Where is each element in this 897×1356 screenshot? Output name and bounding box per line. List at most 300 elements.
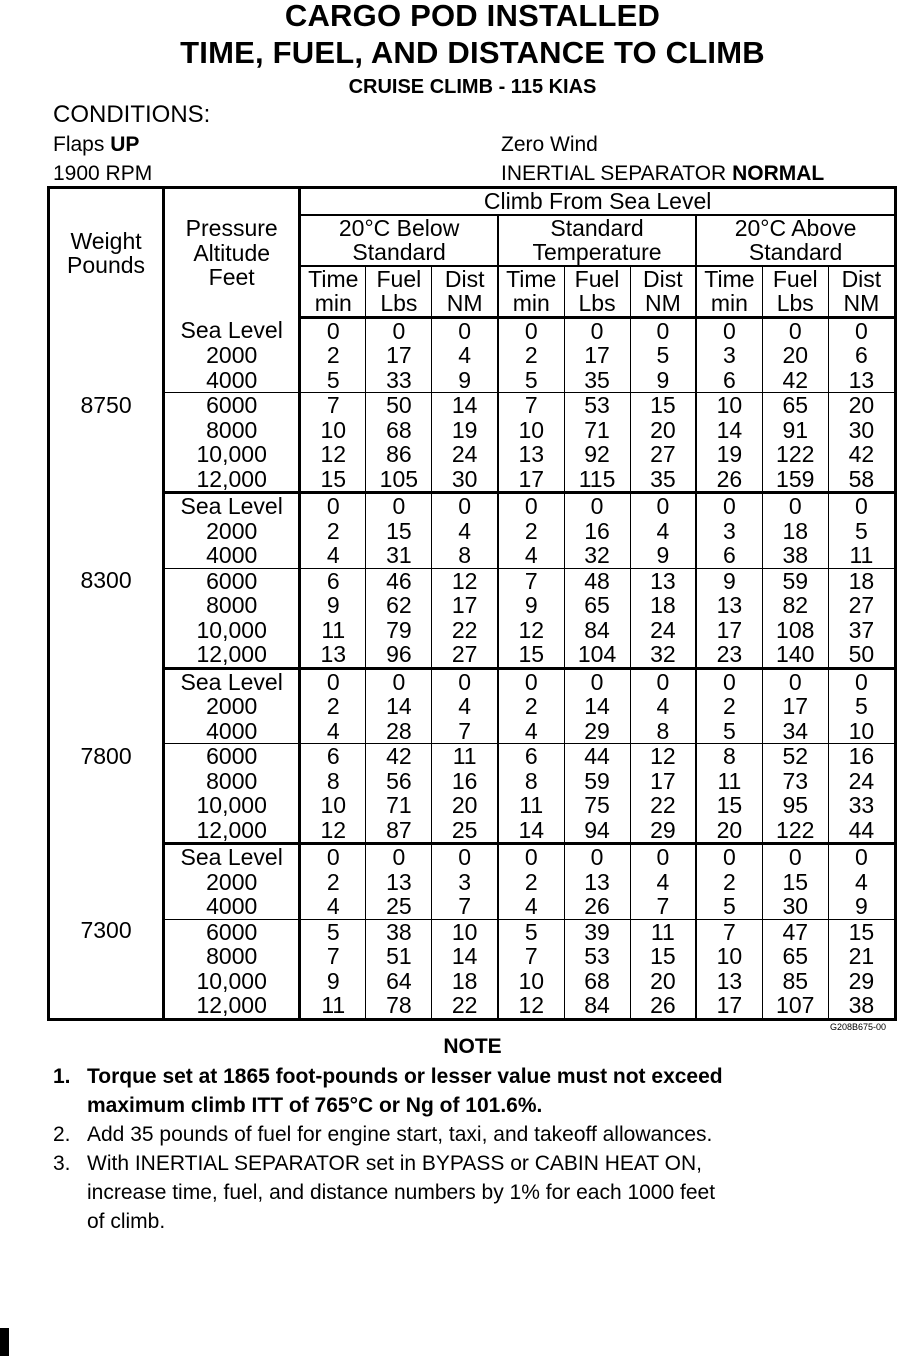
note-number: 3. <box>53 1152 71 1175</box>
value-cell: 5 <box>854 517 868 544</box>
value-cell: 17 <box>564 343 630 368</box>
sub-header-dist: NM <box>630 291 696 317</box>
value-cell: 7 <box>630 894 696 919</box>
note-text-line: increase time, fuel, and distance numbers by 1% for each 1000 feet <box>87 1181 716 1204</box>
value-cell: 5 <box>854 693 868 719</box>
table-row <box>49 393 896 418</box>
climb-from-sea-level-header: Climb From Sea Level <box>300 188 896 215</box>
value-cell: 79 <box>366 618 432 643</box>
note-text-line: maximum climb ITT of 765°C or Ng of 101.6%. <box>87 1094 543 1117</box>
value-cell: 5 <box>498 919 564 944</box>
value-cell: 4 <box>300 719 366 744</box>
table-row <box>49 769 896 794</box>
value-cell: 0 <box>854 668 868 695</box>
conditions-heading: CONDITIONS: <box>53 101 211 128</box>
value-cell: 105 <box>366 467 432 493</box>
value-cell: 7 <box>696 919 762 944</box>
value-cell: 10 <box>696 393 762 418</box>
value-cell: 15 <box>498 642 564 668</box>
table-row <box>49 493 896 519</box>
value-cell: 12 <box>300 442 366 467</box>
value-cell: 10 <box>696 944 762 969</box>
sub-header-dist: Dist <box>432 266 498 292</box>
table-row <box>49 870 896 895</box>
value-cell: 50 <box>366 393 432 418</box>
value-cell: 30 <box>762 894 828 919</box>
value-cell: 11 <box>696 769 762 794</box>
sub-header-time: min <box>300 291 366 317</box>
value-cell: 115 <box>564 467 630 493</box>
altitude-cell: 10,000 <box>164 793 300 818</box>
value-cell: 0 <box>854 493 868 519</box>
value-cell: 44 <box>828 818 895 844</box>
value-cell: 5 <box>498 368 564 393</box>
value-cell: 65 <box>564 593 630 618</box>
value-cell: 20 <box>630 969 696 994</box>
value-cell: 17 <box>366 343 432 368</box>
value-cell: 95 <box>762 793 828 818</box>
value-cell: 18 <box>630 593 696 618</box>
value-cell: 11 <box>432 744 498 769</box>
table-row <box>49 618 896 643</box>
altitude-cell: 10,000 <box>164 969 300 994</box>
table-header <box>49 188 896 318</box>
value-cell: 27 <box>848 592 875 618</box>
note-text-line: Torque set at 1865 foot-pounds or lesser value must not exceed <box>87 1065 723 1088</box>
value-cell: 5 <box>300 919 366 944</box>
value-cell: 26 <box>630 993 696 1019</box>
value-cell: 0 <box>300 493 366 519</box>
value-cell: 50 <box>828 642 895 668</box>
flaps-condition <box>53 133 139 157</box>
value-cell: 13 <box>630 568 696 593</box>
title-line-2: TIME, FUEL, AND DISTANCE TO CLIMB <box>180 35 765 70</box>
value-cell: 11 <box>828 543 895 568</box>
altitude-cell: 10,000 <box>164 442 300 467</box>
value-cell: 75 <box>564 793 630 818</box>
value-cell: 25 <box>366 894 432 919</box>
value-cell: 9 <box>630 368 696 393</box>
note-text-line: With INERTIAL SEPARATOR set in BYPASS or CABIN HEAT ON, <box>87 1152 702 1175</box>
note-text-line: Add 35 pounds of fuel for engine start, taxi, and takeoff allowances. <box>87 1123 713 1146</box>
altitude-header-line: Altitude <box>193 239 271 266</box>
value-cell: 4 <box>498 719 564 744</box>
value-cell: 0 <box>630 317 696 343</box>
value-cell: 9 <box>828 894 895 919</box>
flaps-label: Flaps <box>53 133 105 156</box>
value-cell: 82 <box>762 593 828 618</box>
note-3 <box>53 1149 873 1236</box>
altitude-cell: Sea Level <box>164 668 300 694</box>
value-cell: 4 <box>498 543 564 568</box>
value-cell: 9 <box>696 568 762 593</box>
value-cell: 104 <box>564 642 630 668</box>
value-cell: 0 <box>696 668 762 694</box>
value-cell: 21 <box>848 943 875 969</box>
value-cell: 4 <box>630 694 696 719</box>
value-cell: 12 <box>498 993 564 1019</box>
value-cell: 20 <box>848 392 875 418</box>
value-cell: 84 <box>564 618 630 643</box>
value-cell: 0 <box>366 668 432 694</box>
value-cell: 5 <box>630 343 696 368</box>
value-cell: 107 <box>762 993 828 1019</box>
value-cell: 48 <box>564 568 630 593</box>
value-cell: 8 <box>630 719 696 744</box>
value-cell: 0 <box>498 317 564 343</box>
value-cell: 0 <box>366 844 432 870</box>
value-cell: 0 <box>696 844 762 870</box>
value-cell: 2 <box>300 519 366 544</box>
value-cell: 64 <box>366 969 432 994</box>
value-cell: 108 <box>762 618 828 643</box>
value-cell: 11 <box>300 993 366 1019</box>
altitude-cell: Sea Level <box>164 317 300 343</box>
altitude-cell: 4000 <box>164 368 300 393</box>
value-cell: 14 <box>696 418 762 443</box>
value-cell: 15 <box>696 793 762 818</box>
value-cell: 33 <box>366 368 432 393</box>
value-cell: 26 <box>696 467 762 493</box>
value-cell: 2 <box>498 343 564 368</box>
rpm-condition: 1900 RPM <box>53 162 153 185</box>
group-header-0: Standard <box>300 240 498 266</box>
value-cell: 11 <box>300 618 366 643</box>
value-cell: 6 <box>300 744 366 769</box>
group-header-2: Standard <box>696 240 895 266</box>
value-cell: 46 <box>366 568 432 593</box>
value-cell: 7 <box>498 944 564 969</box>
value-cell: 32 <box>630 642 696 668</box>
wind-condition: Zero Wind <box>501 133 598 156</box>
group-header-1: Standard <box>498 215 696 241</box>
altitude-cell: 8000 <box>164 418 300 443</box>
value-cell: 35 <box>564 368 630 393</box>
flaps-value: UP <box>110 133 140 156</box>
value-cell: 12 <box>300 818 366 844</box>
altitude-cell: 12,000 <box>164 993 300 1019</box>
figure-code: G208B675-00 <box>830 1022 887 1032</box>
value-cell: 0 <box>432 844 498 870</box>
separator-value: NORMAL <box>732 162 825 185</box>
value-cell: 12 <box>630 744 696 769</box>
value-cell: 5 <box>696 719 762 744</box>
value-cell: 0 <box>564 317 630 343</box>
table-row <box>49 317 896 343</box>
value-cell: 13 <box>564 870 630 895</box>
value-cell: 5 <box>300 368 366 393</box>
value-cell: 38 <box>762 543 828 568</box>
altitude-cell: 6000 <box>164 393 300 418</box>
value-cell: 35 <box>630 467 696 493</box>
value-cell: 15 <box>630 393 696 418</box>
value-cell: 19 <box>696 442 762 467</box>
value-cell: 53 <box>564 393 630 418</box>
table-row <box>49 694 896 719</box>
value-cell: 159 <box>762 467 828 493</box>
value-cell: 8 <box>432 543 498 568</box>
value-cell: 24 <box>432 442 498 467</box>
value-cell: 0 <box>696 317 762 343</box>
title-line-1: CARGO POD INSTALLED <box>284 0 661 33</box>
value-cell: 0 <box>564 493 630 519</box>
value-cell: 9 <box>300 593 366 618</box>
value-cell: 18 <box>432 969 498 994</box>
value-cell: 22 <box>630 793 696 818</box>
value-cell: 59 <box>762 568 828 593</box>
value-cell: 78 <box>366 993 432 1019</box>
value-cell: 73 <box>762 769 828 794</box>
table-row <box>49 894 896 919</box>
value-cell: 20 <box>630 418 696 443</box>
separator-label: INERTIAL SEPARATOR <box>501 162 727 185</box>
value-cell: 2 <box>696 694 762 719</box>
value-cell: 7 <box>432 894 498 919</box>
sub-header-fuel: Fuel <box>762 266 828 292</box>
value-cell: 31 <box>366 543 432 568</box>
value-cell: 6 <box>300 568 366 593</box>
altitude-cell: 12,000 <box>164 467 300 493</box>
value-cell: 9 <box>300 969 366 994</box>
sub-header-dist: Dist <box>841 265 882 292</box>
value-cell: 18 <box>762 519 828 544</box>
value-cell: 0 <box>762 844 828 870</box>
sub-header-dist: NM <box>828 291 895 317</box>
value-cell: 17 <box>696 993 762 1019</box>
value-cell: 25 <box>432 818 498 844</box>
altitude-header <box>164 188 300 318</box>
value-cell: 32 <box>564 543 630 568</box>
value-cell: 42 <box>366 744 432 769</box>
group-header-2: 20°C Above <box>734 214 857 241</box>
value-cell: 27 <box>432 642 498 668</box>
weight-cell: 7800 <box>49 668 164 844</box>
value-cell: 4 <box>630 519 696 544</box>
sub-header-time: min <box>498 291 564 317</box>
table-row <box>49 969 896 994</box>
value-cell: 62 <box>366 593 432 618</box>
value-cell: 4 <box>630 870 696 895</box>
value-cell: 0 <box>696 493 762 519</box>
value-cell: 7 <box>300 944 366 969</box>
value-cell: 85 <box>762 969 828 994</box>
value-cell: 2 <box>696 870 762 895</box>
table-row <box>49 744 896 769</box>
sub-header-fuel: Lbs <box>564 291 630 317</box>
value-cell: 94 <box>564 818 630 844</box>
group-header-1: Temperature <box>498 240 696 266</box>
value-cell: 10 <box>498 969 564 994</box>
table-row <box>49 818 896 844</box>
weight-header-line: Pounds <box>67 252 146 278</box>
value-cell: 51 <box>366 944 432 969</box>
value-cell: 0 <box>762 317 828 343</box>
value-cell: 13 <box>498 442 564 467</box>
table-row <box>49 568 896 593</box>
sub-header-time: Time <box>696 266 762 292</box>
value-cell: 84 <box>564 993 630 1019</box>
value-cell: 13 <box>828 368 895 393</box>
value-cell: 96 <box>366 642 432 668</box>
altitude-cell: 2000 <box>164 694 300 719</box>
sub-header-fuel: Fuel <box>366 266 432 292</box>
value-cell: 0 <box>630 844 696 870</box>
table-row <box>49 993 896 1019</box>
value-cell: 2 <box>300 870 366 895</box>
value-cell: 7 <box>498 393 564 418</box>
note-number: 2. <box>53 1123 71 1146</box>
value-cell: 44 <box>564 744 630 769</box>
sub-header-time: Time <box>300 266 366 292</box>
value-cell: 87 <box>366 818 432 844</box>
value-cell: 14 <box>498 818 564 844</box>
value-cell: 10 <box>828 719 895 744</box>
value-cell: 140 <box>762 642 828 668</box>
value-cell: 13 <box>300 642 366 668</box>
altitude-header-line: Pressure <box>185 215 278 242</box>
sub-header-fuel: Lbs <box>366 291 432 317</box>
table-row <box>49 844 896 870</box>
value-cell: 0 <box>854 317 868 344</box>
altitude-cell: 12,000 <box>164 818 300 844</box>
value-cell: 16 <box>848 743 875 769</box>
value-cell: 17 <box>696 618 762 643</box>
value-cell: 6 <box>696 543 762 568</box>
value-cell: 14 <box>366 694 432 719</box>
value-cell: 24 <box>848 767 875 794</box>
value-cell: 0 <box>498 668 564 694</box>
value-cell: 0 <box>432 493 498 519</box>
value-cell: 38 <box>366 919 432 944</box>
value-cell: 22 <box>432 618 498 643</box>
value-cell: 18 <box>848 567 875 594</box>
value-cell: 29 <box>848 967 875 994</box>
sub-header-dist: NM <box>432 291 498 317</box>
value-cell: 92 <box>564 442 630 467</box>
value-cell: 7 <box>432 719 498 744</box>
value-cell: 59 <box>564 769 630 794</box>
table-row <box>49 919 896 944</box>
altitude-cell: 8000 <box>164 944 300 969</box>
value-cell: 33 <box>848 792 875 818</box>
value-cell: 3 <box>696 519 762 544</box>
value-cell: 4 <box>432 519 498 544</box>
value-cell: 14 <box>564 694 630 719</box>
value-cell: 68 <box>366 418 432 443</box>
altitude-header-line: Feet <box>208 264 255 291</box>
altitude-cell: 8000 <box>164 769 300 794</box>
value-cell: 38 <box>828 993 895 1019</box>
table-body <box>49 317 896 1019</box>
header-row-1 <box>49 188 896 215</box>
value-cell: 52 <box>762 744 828 769</box>
altitude-cell: Sea Level <box>164 844 300 870</box>
value-cell: 23 <box>696 642 762 668</box>
value-cell: 2 <box>498 694 564 719</box>
group-header-0: 20°C Below <box>300 215 498 241</box>
value-cell: 4 <box>498 894 564 919</box>
value-cell: 17 <box>630 769 696 794</box>
value-cell: 0 <box>498 493 564 519</box>
value-cell: 11 <box>498 793 564 818</box>
value-cell: 65 <box>762 944 828 969</box>
table-row <box>49 944 896 969</box>
value-cell: 26 <box>564 894 630 919</box>
sub-header-fuel: Lbs <box>762 291 828 317</box>
value-cell: 0 <box>300 844 366 870</box>
value-cell: 0 <box>366 493 432 519</box>
altitude-cell: 6000 <box>164 744 300 769</box>
value-cell: 0 <box>630 493 696 519</box>
sub-header-dist: Dist <box>630 266 696 292</box>
value-cell: 2 <box>498 519 564 544</box>
value-cell: 4 <box>854 868 868 895</box>
altitude-cell: 6000 <box>164 568 300 593</box>
table-row <box>49 719 896 744</box>
table-row <box>49 418 896 443</box>
value-cell: 29 <box>630 818 696 844</box>
altitude-cell: 10,000 <box>164 618 300 643</box>
value-cell: 6 <box>696 368 762 393</box>
value-cell: 19 <box>432 418 498 443</box>
value-cell: 56 <box>366 769 432 794</box>
value-cell: 5 <box>696 894 762 919</box>
note-2 <box>53 1120 873 1149</box>
value-cell: 22 <box>432 993 498 1019</box>
value-cell: 68 <box>564 969 630 994</box>
value-cell: 20 <box>696 818 762 844</box>
value-cell: 0 <box>564 844 630 870</box>
value-cell: 0 <box>630 668 696 694</box>
altitude-cell: 4000 <box>164 894 300 919</box>
value-cell: 29 <box>564 719 630 744</box>
value-cell: 30 <box>432 467 498 493</box>
value-cell: 47 <box>762 919 828 944</box>
note-1 <box>53 1062 873 1120</box>
sub-header-fuel: Fuel <box>564 266 630 292</box>
value-cell: 0 <box>432 317 498 343</box>
altitude-cell: 4000 <box>164 719 300 744</box>
value-cell: 10 <box>498 418 564 443</box>
altitude-cell: 6000 <box>164 919 300 944</box>
weight-cell: 8300 <box>49 493 164 669</box>
value-cell: 122 <box>762 442 828 467</box>
value-cell: 13 <box>696 969 762 994</box>
value-cell: 15 <box>762 870 828 895</box>
value-cell: 58 <box>828 467 895 493</box>
value-cell: 20 <box>432 793 498 818</box>
table-row <box>49 668 896 694</box>
altitude-cell: 12,000 <box>164 642 300 668</box>
value-cell: 15 <box>366 519 432 544</box>
value-cell: 9 <box>432 368 498 393</box>
sub-header-time: min <box>696 291 762 317</box>
value-cell: 71 <box>366 793 432 818</box>
value-cell: 71 <box>564 418 630 443</box>
value-cell: 8 <box>300 769 366 794</box>
altitude-cell: 2000 <box>164 519 300 544</box>
value-cell: 4 <box>300 543 366 568</box>
value-cell: 4 <box>300 894 366 919</box>
table-row <box>49 442 896 467</box>
value-cell: 0 <box>498 844 564 870</box>
value-cell: 14 <box>432 944 498 969</box>
weight-header-line: Weight <box>70 227 142 254</box>
value-cell: 10 <box>432 919 498 944</box>
value-cell: 91 <box>762 418 828 443</box>
subtitle: CRUISE CLIMB - 115 KIAS <box>348 76 597 98</box>
value-cell: 6 <box>854 342 868 368</box>
